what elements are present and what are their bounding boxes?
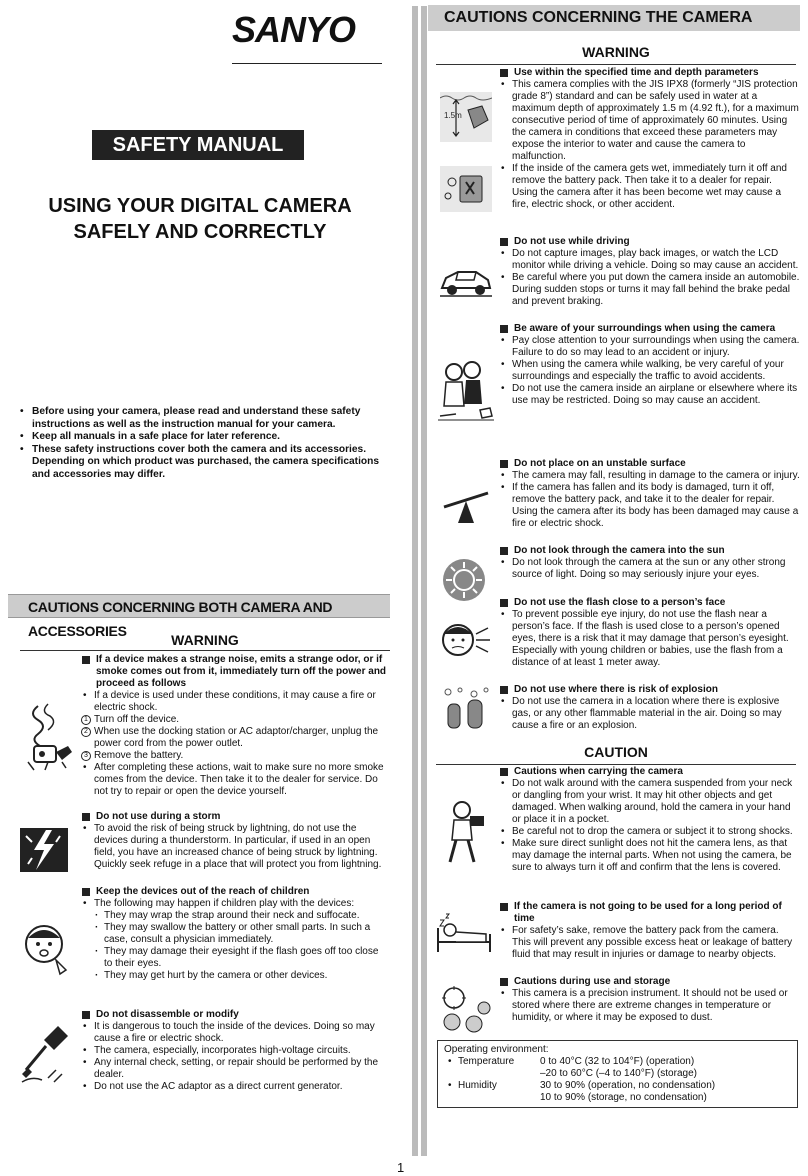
sub-bullet: · They may damage their eyesight if the flash goes off too close to their eyes. bbox=[92, 946, 388, 970]
caution-rule bbox=[436, 764, 796, 765]
right-warning-rule bbox=[436, 64, 796, 65]
section-title: Do not use while driving bbox=[500, 236, 800, 248]
step-number: 3 bbox=[81, 751, 91, 761]
section-surroundings bbox=[500, 323, 800, 407]
section-title: Do not disassemble or modify bbox=[82, 1009, 388, 1021]
sub-bullet: · They may swallow the battery or other small parts. In such a case, consult a physician immediately. bbox=[92, 922, 388, 946]
bullet: • Do not use the camera inside an airplane or elsewhere where its use may be restricted. Doing so may cause an accident. bbox=[500, 383, 800, 407]
wet-camera-icon bbox=[440, 166, 492, 212]
bullet: • Be careful not to drop the camera or subject it to strong shocks. bbox=[500, 826, 800, 838]
bullet: • This camera complies with the JIS IPX8 (formerly “JIS protection grade 8”) standard and can be safely used in water at a maximum depth of approximately 1.5 m (4.92 ft.), for a maximum consecutive period of time of approximately 60 minutes. Using the camera in conditions that exceed these parameters may expose the interior to water and cause the camera to malfunction. bbox=[500, 79, 800, 163]
section-flash bbox=[500, 597, 800, 669]
bullet: • After completing these actions, wait to make sure no more smoke comes from the device. Then take it to the dealer for service. Do not try to repair or open the device yourself. bbox=[82, 762, 388, 798]
bullet: • It is dangerous to touch the inside of the devices. Doing so may cause a fire or electric shock. bbox=[82, 1021, 388, 1045]
bed-storage-icon bbox=[436, 912, 492, 956]
step-1: 1 Turn off the device. bbox=[82, 714, 388, 726]
flash-face-icon bbox=[440, 620, 492, 662]
unstable-surface-icon bbox=[442, 485, 490, 525]
intro-item: • These safety instructions cover both the camera and its accessories. Depending on which product was purchased, the camera specifications and accessories may differ. bbox=[20, 444, 392, 482]
bullet: • To prevent possible eye injury, do not use the flash near a person’s face. If the flash is used close to a person’s opened eyes, there is a risk that it may damage that person’s eyesight. Especially with young children or babies, use the flash from a distance of at least 1 meter away. bbox=[500, 609, 800, 669]
humidity-label: • Humidity bbox=[444, 1080, 540, 1092]
right-warning-heading: WARNING bbox=[582, 44, 650, 60]
section-children bbox=[82, 886, 388, 982]
car-icon bbox=[438, 258, 494, 300]
section-title: Cautions during use and storage bbox=[500, 976, 800, 988]
left-warning-heading: WARNING bbox=[171, 632, 239, 648]
page-number: 1 bbox=[397, 1160, 405, 1175]
step-2: 2 When use the docking station or AC adaptor/charger, unplug the power cord from the power outlet. bbox=[82, 726, 388, 750]
env-heading: Operating environment: bbox=[444, 1044, 549, 1055]
safety-manual-title: SAFETY MANUAL bbox=[92, 130, 304, 160]
logo-divider bbox=[232, 63, 382, 64]
left-warning-rule bbox=[20, 650, 390, 651]
child-icon bbox=[20, 920, 72, 978]
temperature-dust-icon bbox=[440, 986, 494, 1036]
section-driving bbox=[500, 236, 800, 308]
section-title: If the camera is not going to be used for a long period of time bbox=[500, 901, 800, 925]
column-divider-left bbox=[412, 6, 418, 1156]
screwdriver-icon bbox=[18, 1022, 74, 1086]
bullet: • Do not capture images, play back images, or watch the LCD monitor while driving a vehicle. Doing so may cause an accident. bbox=[500, 248, 800, 272]
intro-item: • Keep all manuals in a safe place for later reference. bbox=[20, 431, 392, 444]
temperature-label: • Temperature bbox=[444, 1056, 540, 1068]
section-depth-parameters bbox=[500, 67, 800, 211]
section-carrying bbox=[500, 766, 800, 874]
section-storm bbox=[82, 811, 388, 871]
sun-icon bbox=[442, 558, 486, 602]
bullet: • Do not walk around with the camera suspended from your neck or dangling from your wrist. It may hit other objects and get damaged. When walking around, hold the camera in your hand or place it in a pocket. bbox=[500, 778, 800, 826]
surroundings-people-icon bbox=[436, 358, 496, 424]
bullet: • The camera, especially, incorporates high-voltage circuits. bbox=[82, 1045, 388, 1057]
sub-bullet: · They may wrap the strap around their neck and suffocate. bbox=[92, 910, 388, 922]
bullet: • To avoid the risk of being struck by lightning, do not use the devices during a thunderstorm. In particular, if used in an open field, you have an increased chance of being struck by lightning. Quickly seek refuge in a place that will protect you from lightning. bbox=[82, 823, 388, 871]
sanyo-logo: SANYO bbox=[232, 9, 356, 50]
bullet: • If the inside of the camera gets wet, immediately turn it off and remove the battery pack. Then take it to a dealer for repair. Using the camera after it has been become wet may cause a fire, electric shock, or other accident. bbox=[500, 163, 800, 211]
smoke-device-icon bbox=[18, 700, 76, 772]
bullet: • Do not use the AC adaptor as a direct current generator. bbox=[82, 1081, 388, 1093]
section-unstable-surface bbox=[500, 458, 800, 530]
section-use-storage bbox=[500, 976, 800, 1024]
bullet: • Be careful where you put down the camera inside an automobile. During sudden stops or turns it may fall behind the brake pedal and prevent braking. bbox=[500, 272, 800, 308]
operating-environment-box bbox=[437, 1040, 798, 1108]
bullet: • The following may happen if children play with the devices: bbox=[82, 898, 388, 910]
lightning-icon bbox=[20, 828, 68, 872]
section-title: Be aware of your surroundings when using the camera bbox=[500, 323, 800, 335]
section-sun bbox=[500, 545, 800, 581]
depth-label: 1.5m bbox=[444, 111, 462, 120]
bullet: • For safety’s sake, remove the battery pack from the camera. This will prevent any possible excess heat or leakage of battery fluid that may result in injuries or damage to nearby objects. bbox=[500, 925, 800, 961]
bullet: • Make sure direct sunlight does not hit the camera lens, as that may damage the internal parts. When not using the camera, be sure to always turn it off and confirm that the lens is covered. bbox=[500, 838, 800, 874]
bullet: • Pay close attention to your surroundings when using the camera. Failure to do so may lead to an accident or injury. bbox=[500, 335, 800, 359]
section-title: If a device makes a strange noise, emits a strange odor, or if smoke comes out from it, immediately turn off the power and proceed as follows bbox=[82, 654, 388, 690]
humidity-operation: 30 to 90% (operation, no condensation) bbox=[540, 1080, 716, 1091]
bullet: • The camera may fall, resulting in damage to the camera or injury. bbox=[500, 470, 800, 482]
caution-heading: CAUTION bbox=[584, 744, 648, 760]
intro-list bbox=[20, 406, 392, 481]
section-disassemble bbox=[82, 1009, 388, 1093]
section-long-period bbox=[500, 901, 800, 961]
temperature-storage: –20 to 60°C (–4 to 140°F) (storage) bbox=[540, 1068, 697, 1079]
left-section-header: CAUTIONS CONCERNING BOTH CAMERA AND ACCESSORIES bbox=[8, 594, 390, 618]
explosion-gas-icon bbox=[440, 686, 492, 730]
step-number: 1 bbox=[81, 715, 91, 725]
temperature-operation: 0 to 40°C (32 to 104°F) (operation) bbox=[540, 1056, 695, 1067]
section-strange-noise bbox=[82, 654, 388, 798]
section-title: Use within the specified time and depth parameters bbox=[500, 67, 800, 79]
bullet: • When using the camera while walking, be very careful of your surroundings and especially the traffic to avoid accidents. bbox=[500, 359, 800, 383]
right-section-header: CAUTIONS CONCERNING THE CAMERA bbox=[428, 5, 800, 31]
underwater-depth-icon bbox=[440, 92, 492, 142]
bullet: • Do not use the camera in a location where there is explosive gas, or any other flammable material in the air. Doing so may cause a fire or an explosion. bbox=[500, 696, 800, 732]
bullet: • If a device is used under these conditions, it may cause a fire or electric shock. bbox=[82, 690, 388, 714]
carrying-camera-icon bbox=[440, 800, 492, 866]
page-title: USING YOUR DIGITAL CAMERA SAFELY AND CORRECTLY bbox=[48, 195, 352, 243]
section-title: Keep the devices out of the reach of children bbox=[82, 886, 388, 898]
section-explosion bbox=[500, 684, 800, 732]
section-title: Do not use during a storm bbox=[82, 811, 388, 823]
bullet: • If the camera has fallen and its body is damaged, turn it off, remove the battery pack, and take it to the dealer for repair. Using the camera after its body has been damaged may cause a fire or electric shock. bbox=[500, 482, 800, 530]
section-title: Do not look through the camera into the sun bbox=[500, 545, 800, 557]
step-number: 2 bbox=[81, 727, 91, 737]
humidity-storage: 10 to 90% (storage, no condensation) bbox=[540, 1092, 707, 1103]
section-title: Do not use the flash close to a person’s face bbox=[500, 597, 800, 609]
sub-bullet: · They may get hurt by the camera or other devices. bbox=[92, 970, 388, 982]
step-3: 3 Remove the battery. bbox=[82, 750, 388, 762]
section-title: Do not use where there is risk of explosion bbox=[500, 684, 800, 696]
bullet: • Do not look through the camera at the sun or any other strong source of light. Doing so may seriously injure your eyes. bbox=[500, 557, 800, 581]
section-title: Cautions when carrying the camera bbox=[500, 766, 800, 778]
intro-item: • Before using your camera, please read and understand these safety instructions as well as the instruction manual for your camera. bbox=[20, 406, 392, 431]
section-title: Do not place on an unstable surface bbox=[500, 458, 800, 470]
bullet: • This camera is a precision instrument. It should not be used or stored where there are extreme changes in temperature or humidity, or where it may be exposed to dust. bbox=[500, 988, 800, 1024]
column-divider-right bbox=[421, 6, 427, 1156]
bullet: • Any internal check, setting, or repair should be performed by the dealer. bbox=[82, 1057, 388, 1081]
